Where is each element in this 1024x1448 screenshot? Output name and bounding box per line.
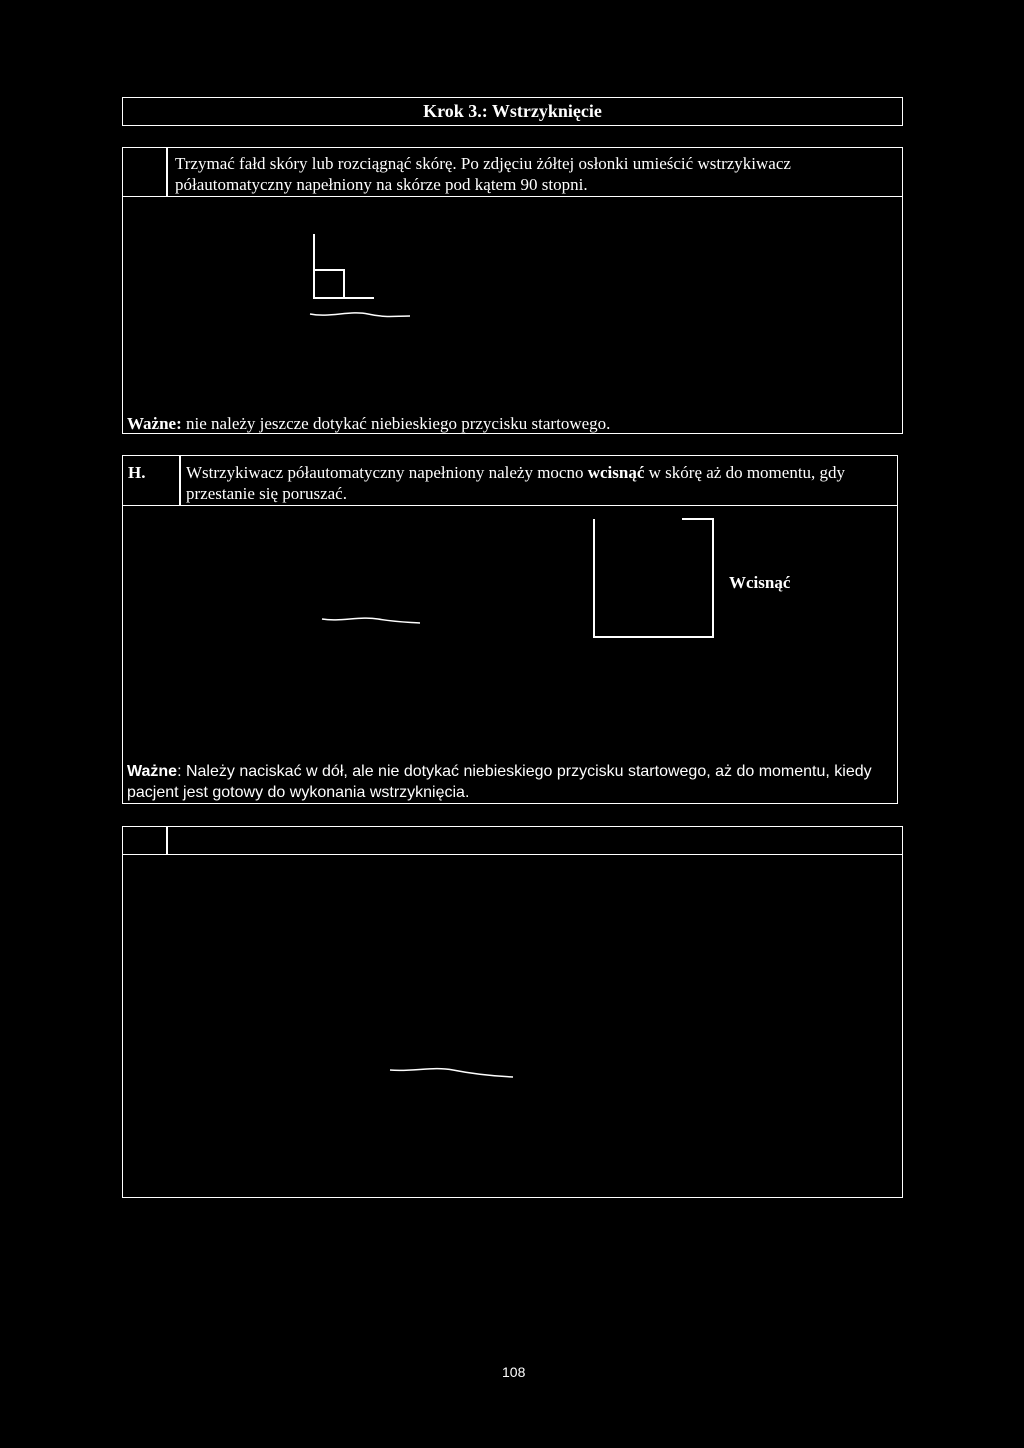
step-h-skin-illustration bbox=[320, 610, 430, 630]
step-g-note-label: Ważne: bbox=[127, 414, 182, 433]
step-h-note-text: : Należy naciskać w dół, ale nie dotykać niebieskiego przycisku startowego, aż do momentu, kiedy pacjent jest gotowy do wykonania wstrzyknięcia. bbox=[127, 763, 872, 801]
step-i-letter-divider bbox=[166, 826, 168, 855]
step-g-instruction: Trzymać fałd skóry lub rozciągnąć skórę. Po zdjęciu żółtej osłonki umieścić wstrzykiwacz półautomatyczny napełniony na skórze pod kątem 90 stopni. bbox=[175, 154, 791, 194]
step-g-pen-illustration bbox=[300, 230, 420, 330]
step-h-note bbox=[127, 761, 897, 803]
skin-line bbox=[390, 1069, 513, 1077]
step-i-instruction-row bbox=[122, 826, 903, 855]
step-h-letter-divider bbox=[179, 455, 181, 506]
step-g-letter-divider bbox=[166, 147, 168, 197]
step-h-figure-box bbox=[122, 505, 898, 804]
page-number: 108 bbox=[502, 1364, 526, 1380]
step-g-note-text: nie należy jeszcze dotykać niebieskiego przycisku startowego. bbox=[181, 414, 611, 433]
step-i-skin-illustration bbox=[388, 1062, 518, 1082]
step-i-figure-box bbox=[122, 854, 903, 1198]
page-title: Krok 3.: Wstrzyknięcie bbox=[423, 101, 602, 121]
step-h-figure-label: Wcisnąć bbox=[729, 573, 791, 592]
pen-outline bbox=[314, 234, 374, 298]
step-h-instruction-part1: Wstrzykiwacz półautomatyczny napełniony należy mocno bbox=[186, 463, 588, 482]
step-h-instruction bbox=[186, 462, 891, 504]
step-h-note-label: Ważne bbox=[127, 763, 178, 780]
step-h-press-illustration bbox=[590, 515, 720, 645]
step-h-instruction-part2: w skórę aż do momentu, gdy przestanie się poruszać. bbox=[186, 463, 846, 503]
skin-line bbox=[310, 313, 410, 317]
step-g-note bbox=[127, 413, 887, 434]
press-outline bbox=[594, 519, 713, 637]
skin-line bbox=[322, 618, 420, 623]
step-h-letter: H. bbox=[128, 463, 146, 482]
step-h-instruction-bold: wcisnąć bbox=[587, 463, 645, 482]
step-g-figure-box bbox=[122, 196, 903, 434]
